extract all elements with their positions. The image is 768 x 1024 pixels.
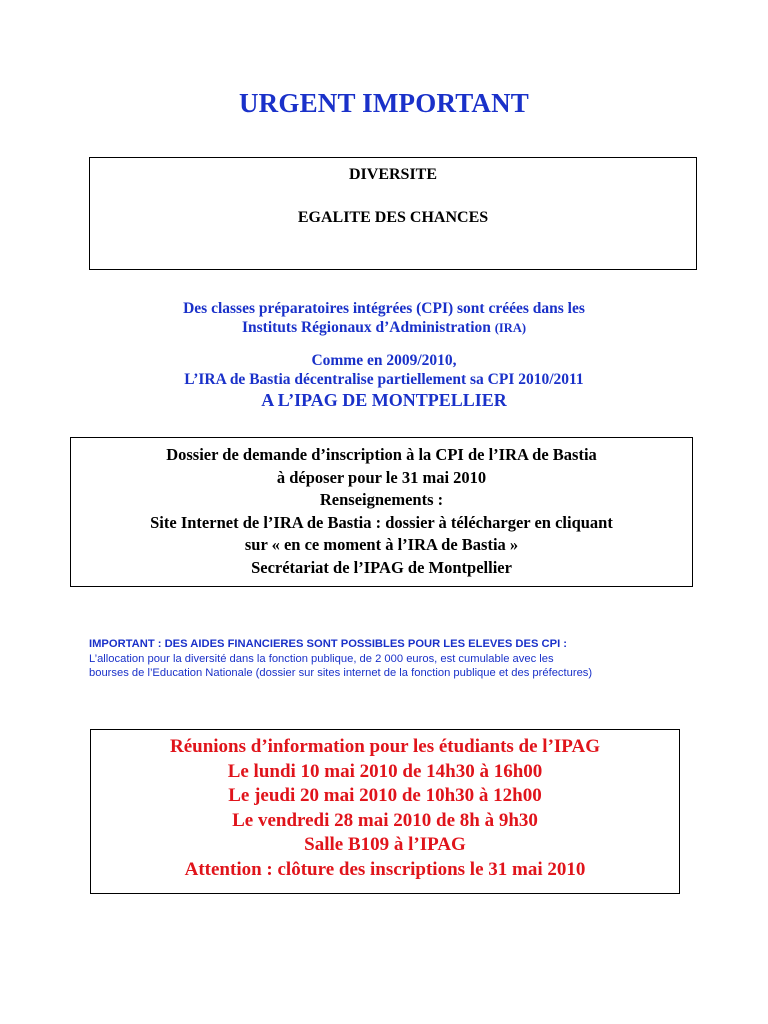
decentral-line-3: A L’IPAG DE MONTPELLIER [261, 390, 507, 410]
reunion-line: Le jeudi 20 mai 2010 de 10h30 à 12h00 [228, 785, 542, 806]
decentral-line-1: Comme en 2009/2010, [311, 352, 457, 369]
intro-line-1: Des classes préparatoires intégrées (CPI) sont créées dans les [183, 300, 585, 317]
intro-paragraph [0, 299, 768, 338]
reunion-line: Attention : clôture des inscriptions le 31 mai 2010 [184, 858, 586, 880]
aides-notice [89, 637, 729, 681]
dossier-line: sur « en ce moment à l’IRA de Bastia » [244, 535, 519, 554]
reunion-line: Le lundi 10 mai 2010 de 14h30 à 16h00 [227, 760, 543, 782]
dossier-line: Site Internet de l’IRA de Bastia : dossier à télécharger en cliquant [150, 512, 613, 532]
decentral-paragraph [0, 351, 768, 412]
aides-line-2: bourses de l’Education Nationale (dossier sur sites internet de la fonction publique et des préfectures) [89, 667, 593, 679]
dossier-line: à déposer pour le 31 mai 2010 [276, 467, 487, 487]
intro-line-2 [0, 318, 768, 338]
dossier-box [70, 437, 693, 587]
dossier-line: Dossier de demande d’inscription à la CPI de l’IRA de Bastia [166, 445, 597, 464]
diversite-heading: DIVERSITE [348, 166, 438, 183]
egalite-heading: EGALITE DES CHANCES [297, 209, 489, 226]
dossier-line: Renseignements : [319, 490, 444, 509]
page-title: URGENT IMPORTANT [238, 88, 530, 118]
intro-line-2-ira: (IRA) [494, 321, 527, 335]
aides-line-1: L’allocation pour la diversité dans la fonction publique, de 2 000 euros, est cumulable avec les [89, 652, 554, 665]
reunions-box [90, 729, 680, 894]
dossier-line: Secrétariat de l’IPAG de Montpellier [251, 557, 512, 577]
intro-line-2-text: Instituts Régionaux d’Administration [241, 319, 491, 336]
reunion-line: Réunions d’information pour les étudiants de l’IPAG [169, 736, 600, 757]
reunion-line: Salle B109 à l’IPAG [304, 834, 466, 855]
reunion-line: Le vendredi 28 mai 2010 de 8h à 9h30 [232, 809, 538, 831]
aides-heading: IMPORTANT : DES AIDES FINANCIERES SONT POSSIBLES POUR LES ELEVES DES CPI : [89, 638, 568, 650]
diversite-box [89, 157, 697, 270]
decentral-line-2: L’IRA de Bastia décentralise partiellement sa CPI 2010/2011 [184, 371, 584, 388]
